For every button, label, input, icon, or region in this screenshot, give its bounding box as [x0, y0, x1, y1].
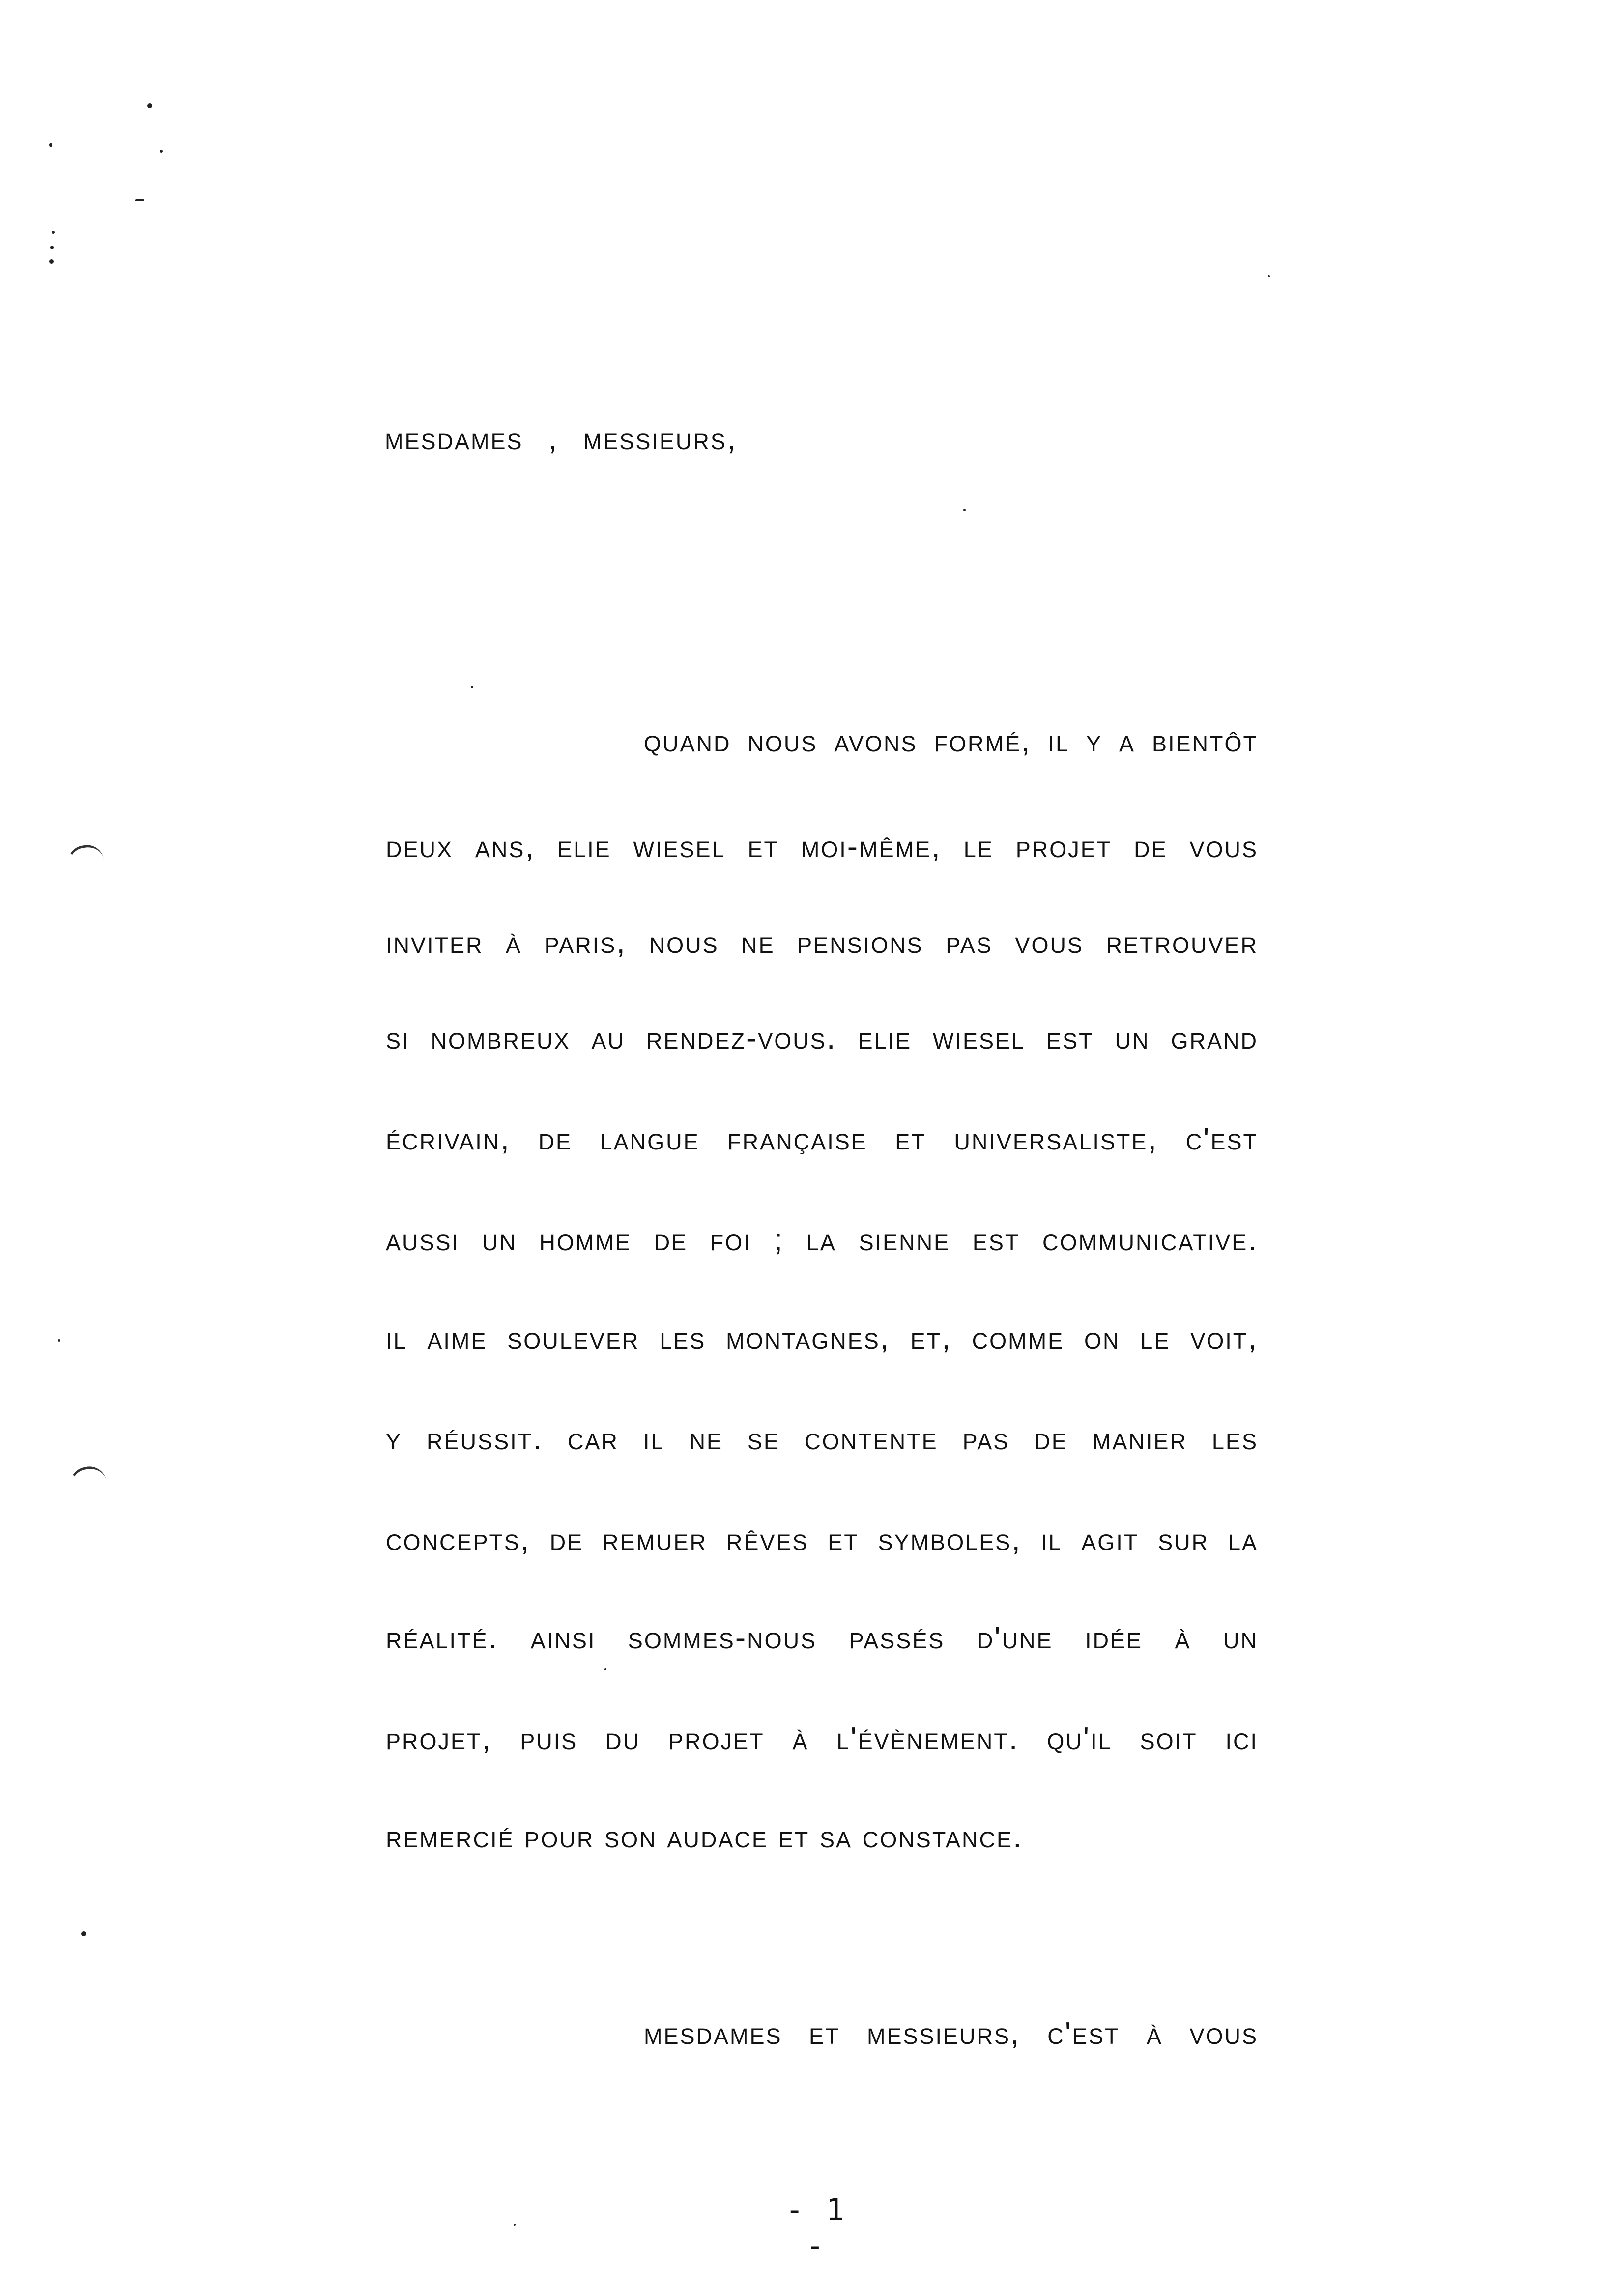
paragraph-line: si nombreux au rendez-vous. elie wiesel est un grand [386, 1020, 1258, 1056]
paragraph-line: écrivain, de langue française et universaliste, c'est [386, 1121, 1258, 1156]
scan-speck [471, 686, 473, 688]
paragraph-line: mesdames et messieurs, c'est à vous [644, 2015, 1258, 2051]
paragraph-line: quand nous avons formé, il y a bientôt [644, 723, 1258, 758]
paragraph-line: aussi un homme de foi ; la sienne est communicative. [386, 1222, 1258, 1257]
scan-speck [147, 103, 152, 108]
scan-speck [81, 1931, 86, 1936]
scan-speck [604, 1668, 606, 1670]
page-number: - 1 - [785, 2192, 846, 2264]
paragraph-line: remercié pour son audace et sa constance. [386, 1819, 1023, 1854]
scan-speck [58, 1339, 60, 1342]
scan-speck [514, 2224, 516, 2226]
paragraph-line: inviter à paris, nous ne pensions pas vous retrouver [386, 924, 1258, 960]
scan-speck [50, 246, 54, 249]
scan-speck [963, 509, 966, 511]
scan-speck [52, 231, 55, 234]
scan-speck [49, 259, 54, 264]
paragraph-line: réalité. ainsi sommes-nous passés d'une idée à un [386, 1620, 1258, 1655]
scan-speck [160, 150, 163, 153]
scan-speck [135, 199, 144, 201]
scan-mark [65, 842, 104, 865]
paragraph-line: projet, puis du projet à l'évènement. qu'il soit ici [386, 1721, 1258, 1756]
paragraph-line: deux ans, elie wiesel et moi-même, le projet de vous [386, 829, 1258, 864]
paragraph-line: y réussit. car il ne se contente pas de manier les [386, 1421, 1258, 1456]
scan-speck [49, 143, 52, 147]
paragraph-line: il aime soulever les montagnes, et, comme on le voit, [386, 1320, 1258, 1355]
salutation: mesdames , messieurs, [385, 421, 737, 456]
paragraph-line: concepts, de remuer rêves et symboles, il agit sur la [386, 1521, 1258, 1557]
scan-mark [68, 1464, 107, 1487]
scan-speck [1268, 275, 1270, 277]
